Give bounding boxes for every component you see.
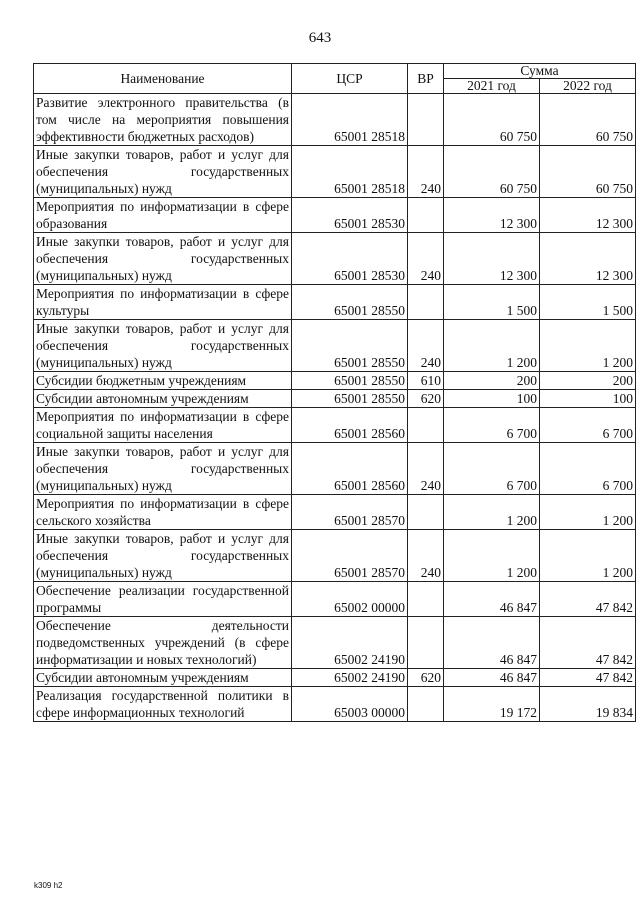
row-sum-2022: 60 750 [540, 146, 636, 198]
row-sum-2022: 60 750 [540, 94, 636, 146]
row-csr: 65001 28530 [292, 198, 408, 233]
row-vr: 620 [408, 390, 444, 408]
table-row [34, 198, 636, 233]
row-sum-2022: 12 300 [540, 233, 636, 285]
row-name: Реализация государственной политики в сфере информационных технологий [34, 687, 292, 722]
page-number: 643 [308, 30, 332, 46]
table-row [34, 285, 636, 320]
row-sum-2021: 1 200 [444, 320, 540, 372]
row-name: Иные закупки товаров, работ и услуг для обеспечения государственных (муниципальных) нужд [34, 530, 292, 582]
row-vr: 240 [408, 443, 444, 495]
row-vr [408, 495, 444, 530]
row-name: Субсидии автономным учреждениям [34, 669, 292, 687]
row-vr [408, 582, 444, 617]
row-vr [408, 94, 444, 146]
row-name: Обеспечение реализации государственной программы [34, 582, 292, 617]
row-vr [408, 687, 444, 722]
row-sum-2021: 100 [444, 390, 540, 408]
row-name: Субсидии бюджетным учреждениям [34, 372, 292, 390]
row-sum-2021: 1 500 [444, 285, 540, 320]
row-csr: 65002 24190 [292, 617, 408, 669]
footer-code: k309 h2 [34, 881, 63, 890]
table-row [34, 146, 636, 198]
row-csr: 65001 28550 [292, 285, 408, 320]
row-name: Иные закупки товаров, работ и услуг для обеспечения государственных (муниципальных) нужд [34, 233, 292, 285]
table-row [34, 687, 636, 722]
row-csr: 65001 28518 [292, 94, 408, 146]
header-csr: ЦСР [292, 64, 408, 94]
row-sum-2022: 200 [540, 372, 636, 390]
row-name: Мероприятия по информатизации в сфере культуры [34, 285, 292, 320]
row-vr: 240 [408, 320, 444, 372]
row-csr: 65001 28550 [292, 390, 408, 408]
row-name: Иные закупки товаров, работ и услуг для обеспечения государственных (муниципальных) нужд [34, 146, 292, 198]
row-sum-2022: 47 842 [540, 582, 636, 617]
table-row [34, 372, 636, 390]
table-row [34, 617, 636, 669]
row-vr [408, 617, 444, 669]
row-csr: 65002 00000 [292, 582, 408, 617]
table-row [34, 320, 636, 372]
row-vr: 240 [408, 233, 444, 285]
table-row [34, 495, 636, 530]
row-sum-2021: 19 172 [444, 687, 540, 722]
row-sum-2021: 46 847 [444, 669, 540, 687]
row-vr: 620 [408, 669, 444, 687]
header-year-2022: 2022 год [540, 79, 636, 94]
row-csr: 65001 28560 [292, 443, 408, 495]
budget-table [33, 63, 636, 722]
header-sum: Сумма [444, 64, 636, 79]
row-vr [408, 285, 444, 320]
row-sum-2022: 6 700 [540, 408, 636, 443]
row-csr: 65001 28550 [292, 372, 408, 390]
row-sum-2022: 47 842 [540, 669, 636, 687]
row-csr: 65001 28570 [292, 530, 408, 582]
row-sum-2021: 12 300 [444, 233, 540, 285]
row-csr: 65001 28570 [292, 495, 408, 530]
row-name: Развитие электронного правительства (в том числе на мероприятия повышения эффективности бюджетных расходов) [34, 94, 292, 146]
row-sum-2022: 100 [540, 390, 636, 408]
row-vr: 240 [408, 146, 444, 198]
row-vr [408, 198, 444, 233]
row-vr [408, 408, 444, 443]
table-row [34, 233, 636, 285]
row-csr: 65001 28518 [292, 146, 408, 198]
row-sum-2021: 1 200 [444, 495, 540, 530]
row-sum-2021: 12 300 [444, 198, 540, 233]
row-sum-2022: 12 300 [540, 198, 636, 233]
header-vr: ВР [408, 64, 444, 94]
row-sum-2022: 1 200 [540, 320, 636, 372]
row-name: Субсидии автономным учреждениям [34, 390, 292, 408]
row-name: Мероприятия по информатизации в сфере сельского хозяйства [34, 495, 292, 530]
row-csr: 65001 28550 [292, 320, 408, 372]
row-sum-2022: 19 834 [540, 687, 636, 722]
row-sum-2021: 6 700 [444, 408, 540, 443]
table-row [34, 582, 636, 617]
row-sum-2021: 46 847 [444, 582, 540, 617]
row-sum-2022: 1 200 [540, 530, 636, 582]
row-sum-2022: 6 700 [540, 443, 636, 495]
row-name: Мероприятия по информатизации в сфере социальной защиты населения [34, 408, 292, 443]
header-year-2021: 2021 год [444, 79, 540, 94]
row-vr: 240 [408, 530, 444, 582]
row-csr: 65001 28530 [292, 233, 408, 285]
table-row [34, 443, 636, 495]
row-sum-2021: 6 700 [444, 443, 540, 495]
row-sum-2021: 60 750 [444, 146, 540, 198]
table-row [34, 94, 636, 146]
row-name: Мероприятия по информатизации в сфере образования [34, 198, 292, 233]
table-row [34, 390, 636, 408]
row-vr: 610 [408, 372, 444, 390]
row-sum-2022: 1 500 [540, 285, 636, 320]
row-sum-2021: 46 847 [444, 617, 540, 669]
row-csr: 65002 24190 [292, 669, 408, 687]
row-name: Иные закупки товаров, работ и услуг для обеспечения государственных (муниципальных) нужд [34, 320, 292, 372]
row-sum-2022: 47 842 [540, 617, 636, 669]
row-csr: 65001 28560 [292, 408, 408, 443]
row-name: Обеспечение деятельности подведомственных учреждений (в сфере информатизации и новых технологий) [34, 617, 292, 669]
row-sum-2021: 1 200 [444, 530, 540, 582]
table-row [34, 408, 636, 443]
row-sum-2021: 200 [444, 372, 540, 390]
table-body [34, 94, 636, 722]
table-row [34, 530, 636, 582]
row-sum-2021: 60 750 [444, 94, 540, 146]
header-name: Наименование [34, 64, 292, 94]
row-name: Иные закупки товаров, работ и услуг для обеспечения государственных (муниципальных) нужд [34, 443, 292, 495]
row-sum-2022: 1 200 [540, 495, 636, 530]
table-row [34, 669, 636, 687]
row-csr: 65003 00000 [292, 687, 408, 722]
